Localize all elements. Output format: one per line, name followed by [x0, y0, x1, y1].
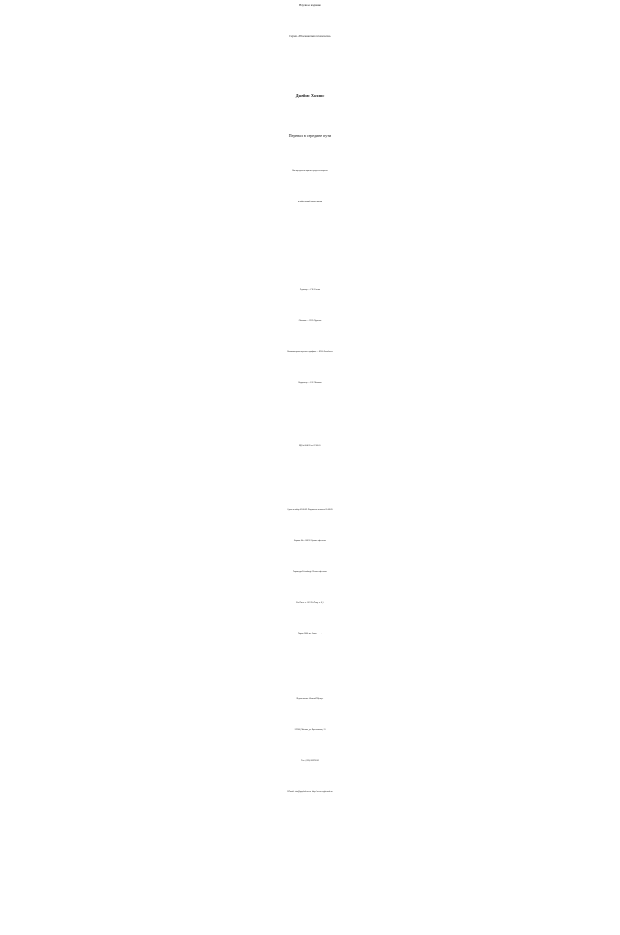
- publisher-name: Издательство «КогитоӦЦентр»: [296, 698, 324, 700]
- publisher-address: 129366, Москва, ул. Ярославская, 13: [294, 729, 326, 731]
- subtitle-line-1: Как преодолеть кризис среднего возраста: [292, 170, 328, 172]
- author-name: Джеймс Холлис: [295, 93, 325, 98]
- credit-cover: [0, 320, 620, 322]
- book-title: Перевал в середине пути: [288, 133, 332, 138]
- publisher-contacts: EӦmail: visu@psychol.ras.ru http://www.cogito.msk.ru: [287, 791, 333, 793]
- credit-role: Обложка —: [298, 320, 310, 322]
- credit-person: Е.Е. Мокеева: [310, 382, 322, 384]
- print-info-line: Гарнитура Petersburgt. Печать офсетная.: [292, 571, 328, 573]
- credit-role: Редактор —: [299, 289, 311, 291]
- print-info-line: Тираж 2000 экз. Заказ .: [297, 633, 323, 635]
- credit-layout: [0, 351, 620, 353]
- print-info-line: Формат 84 х 108/32. Бумага офсетная.: [293, 540, 327, 542]
- credit-person: Г.В. Ежова: [310, 289, 321, 291]
- credit-role: Корректор —: [298, 382, 311, 384]
- credit-person: П.П. Ефремов: [309, 320, 322, 322]
- subtitle-line-2: и найти новый смысл жизни: [297, 201, 323, 203]
- credit-person: Ю.В. Балабанов: [318, 351, 333, 353]
- credit-role: Компьютерная верстка и графика —: [287, 351, 319, 353]
- credit-editor: [0, 289, 620, 291]
- edition-type: Научное издание: [299, 3, 321, 7]
- print-info-line: Сдано в набор 03.08.09. Подписано в печать 05.08.09.: [287, 509, 333, 511]
- print-info-line: Усл.Ӧпеч. л. 10.9 Уч.Ӧизд. л. 8,1.: [295, 602, 325, 604]
- license-number: ИД № 064615 от 07.06.01.: [298, 445, 322, 447]
- publisher-phone: Тел.: (095) 682Ӧ6102: [301, 760, 319, 762]
- credit-proofreader: [0, 382, 620, 384]
- series-title: Серия «Юнгианская психология»: [289, 34, 331, 38]
